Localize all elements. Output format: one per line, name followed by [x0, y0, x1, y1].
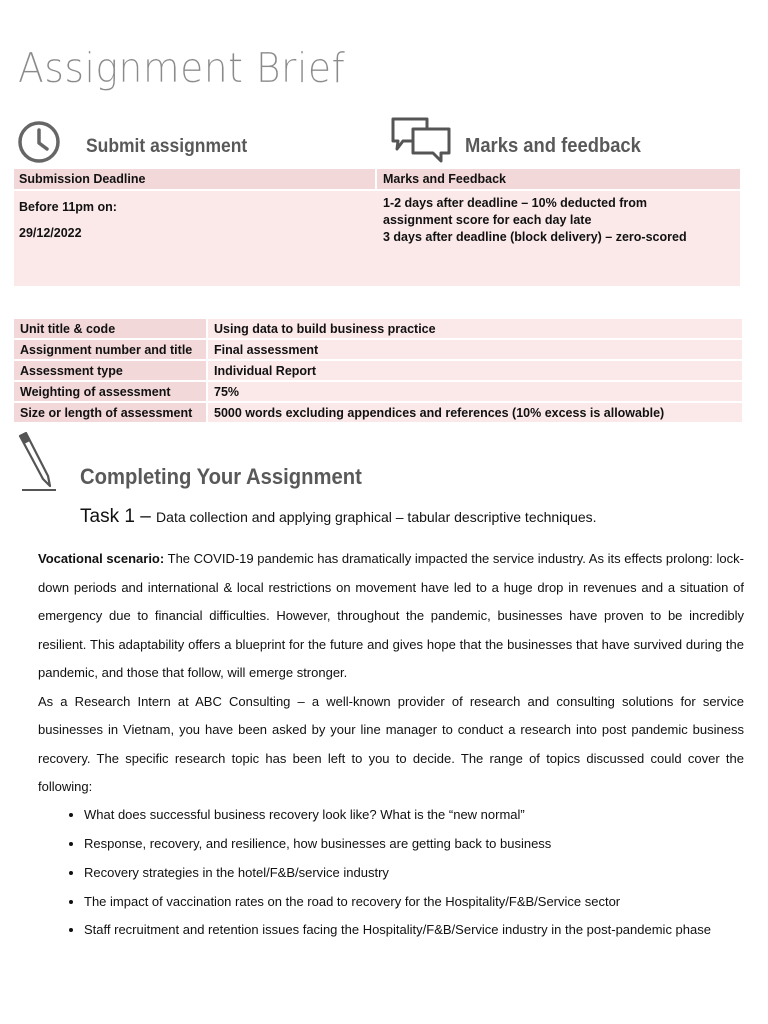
size-label: Size or length of assessment: [14, 403, 206, 422]
intern-paragraph: As a Research Intern at ABC Consulting – a well-known provider of research and consulting solutions for service businesses in Vietnam, you have been asked by your line manager to conduct a research into post pandemic business recovery. The specific research topic has been left to you to decide. The range of topics discussed could cover the following:: [38, 693, 744, 794]
completing-assignment-heading: Completing Your Assignment: [80, 464, 362, 489]
table-row: [14, 319, 742, 338]
submission-deadline-label: Submission Deadline: [19, 172, 146, 186]
list-item: • What does successful business recovery look like? What is the “new normal”: [84, 800, 766, 829]
scenario-text: The COVID-19 pandemic has dramatically impacted the service industry. As its effects prolong: lock-down periods and international & local restrictions on movement have led to a huge drop in revenues and a situation of emergency due to financial difficulties. However, throughout the pandemic, businesses have proven to be incredibly resilient. This adaptability offers a blueprint for the future and gives hope that the businesses that have survived during the pandemic, and those that follow, will emerge stronger.: [38, 551, 744, 680]
pen-icon: [16, 432, 60, 492]
task-description: Data collection and applying graphical – tabular descriptive techniques.: [156, 509, 597, 525]
assessment-type-label: Assessment type: [14, 361, 206, 380]
marks-feedback-heading: Marks and feedback: [465, 135, 641, 157]
marks-line-2: assignment score for each day late: [383, 213, 592, 227]
scenario-body: [38, 545, 744, 802]
task-heading: [80, 506, 597, 528]
clock-icon: [16, 119, 62, 165]
chat-bubbles-icon: [389, 115, 453, 165]
list-item: • Recovery strategies in the hotel/F&B/service industry: [84, 858, 766, 887]
deadline-line: Before 11pm on:: [19, 200, 117, 214]
deadline-date: 29/12/2022: [19, 226, 82, 240]
submit-assignment-heading: Submit assignment: [86, 136, 248, 157]
submission-deadline-header: [14, 169, 375, 189]
marks-feedback-header: [377, 169, 740, 189]
assignment-info-table: [14, 317, 742, 424]
size-value: 5000 words excluding appendices and references (10% excess is allowable): [206, 403, 742, 422]
table-row: [14, 382, 742, 401]
marks-feedback-label: Marks and Feedback: [383, 172, 506, 186]
weighting-value: 75%: [206, 382, 742, 401]
marks-line-3: 3 days after deadline (block delivery) – zero-scored: [383, 230, 687, 244]
list-item: • The impact of vaccination rates on the road to recovery for the Hospitality/F&B/Service sector: [84, 887, 766, 916]
unit-title-value: Using data to build business practice: [206, 319, 742, 338]
list-item: • Response, recovery, and resilience, how businesses are getting back to business: [84, 829, 766, 858]
list-item: • Staff recruitment and retention issues facing the Hospitality/F&B/Service industry in the post-pandemic phase: [84, 916, 766, 944]
assignment-number-label: Assignment number and title: [14, 340, 206, 359]
table-row: [14, 403, 742, 422]
task-label: Task 1 –: [80, 506, 151, 527]
scenario-label: Vocational scenario:: [38, 551, 165, 566]
assessment-type-value: Individual Report: [206, 361, 742, 380]
assignment-number-value: Final assessment: [206, 340, 742, 359]
page-title: Assignment Brief: [18, 44, 346, 92]
table-row: [14, 361, 742, 380]
marks-line-1: 1-2 days after deadline – 10% deducted from: [383, 196, 647, 210]
topics-list: [62, 800, 766, 944]
unit-title-label: Unit title & code: [14, 319, 206, 338]
scenario-paragraph: [38, 545, 744, 688]
weighting-label: Weighting of assessment: [14, 382, 206, 401]
table-row: [14, 340, 742, 359]
marks-details: [383, 195, 687, 246]
